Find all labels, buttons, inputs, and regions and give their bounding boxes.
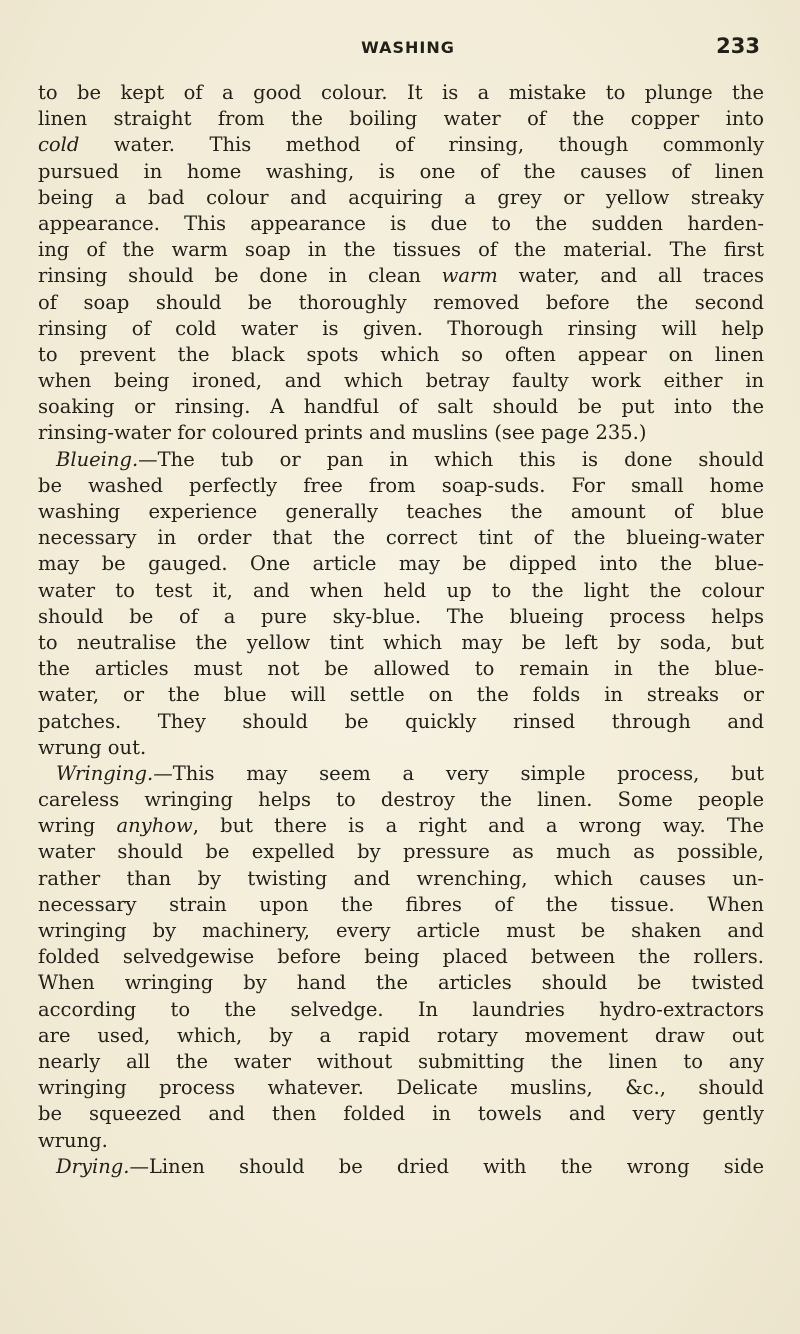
running-title: WASHING — [361, 38, 455, 57]
text-line — [38, 944, 764, 970]
text-line — [38, 499, 764, 525]
page-number: 233 — [716, 34, 760, 58]
text-segment: patches. They should be quickly rinsed through and — [38, 709, 764, 733]
text-line — [38, 394, 764, 420]
text-line — [38, 866, 764, 892]
text-line — [38, 237, 764, 263]
text-segment: necessary strain upon the fibres of the tissue. When — [38, 892, 764, 916]
italic-text: Blueing. — [56, 447, 139, 471]
text-segment: water, or the blue will settle on the folds in streaks or — [38, 683, 764, 707]
text-line — [38, 839, 764, 865]
text-segment: rinsing of cold water is given. Thorough rinsing will help — [38, 316, 764, 340]
text-line — [38, 892, 764, 918]
italic-text: Wringing. — [56, 761, 154, 785]
text-segment: rinsing should be done in clean — [38, 264, 442, 288]
text-line — [38, 80, 764, 106]
text-segment: water. This method of rinsing, though commonly — [79, 133, 764, 157]
text-line — [38, 290, 764, 316]
text-segment: of soap should be thoroughly removed before the second — [38, 290, 764, 314]
text-line — [38, 787, 764, 813]
text-line — [38, 761, 764, 787]
text-line — [38, 1154, 764, 1180]
text-line — [38, 735, 764, 761]
text-segment: When wringing by hand the articles should be twisted — [38, 971, 764, 995]
text-line — [38, 342, 764, 368]
text-line — [38, 656, 764, 682]
text-segment: water, and all traces — [497, 264, 765, 288]
text-line — [38, 473, 764, 499]
text-line — [38, 447, 764, 473]
text-line — [38, 185, 764, 211]
text-line — [38, 132, 764, 158]
text-segment: to neutralise the yellow tint which may be left by soda, but — [38, 630, 764, 654]
text-segment: nearly all the water without submitting the linen to any — [38, 1049, 764, 1073]
text-line — [38, 709, 764, 735]
text-segment: according to the selvedge. In laundries hydro-extractors — [38, 997, 764, 1021]
text-segment: ing of the warm soap in the tissues of the material. The first — [38, 238, 764, 262]
text-line — [38, 604, 764, 630]
text-line — [38, 1023, 764, 1049]
text-segment: appearance. This appearance is due to the sudden harden- — [38, 211, 764, 235]
text-line — [38, 316, 764, 342]
text-line — [38, 551, 764, 577]
text-line — [38, 970, 764, 996]
text-segment: soaking or rinsing. A handful of salt should be put into the — [38, 395, 764, 419]
text-segment: washing experience generally teaches the amount of blue — [38, 500, 764, 523]
text-segment: pursued in home washing, is one of the causes of linen — [38, 159, 764, 183]
text-segment: should be of a pure sky-blue. The blueing process helps — [38, 604, 764, 628]
running-head — [36, 34, 780, 64]
text-line — [38, 578, 764, 604]
text-line — [38, 368, 764, 394]
italic-text: warm — [441, 264, 498, 288]
text-line — [38, 1101, 764, 1127]
text-segment: linen straight from the boiling water of the copper into — [38, 107, 764, 131]
text-line — [38, 1075, 764, 1101]
text-segment: be washed perfectly free from soap-suds. For small home — [38, 473, 764, 497]
text-line — [38, 420, 764, 446]
text-segment: the articles must not be allowed to remain in the blue- — [38, 657, 764, 681]
text-segment: folded selvedgewise before being placed between the rollers. — [38, 945, 764, 969]
text-segment: being a bad colour and acquiring a grey or yellow streaky — [38, 185, 764, 209]
body-text — [38, 80, 764, 1180]
text-segment: rinsing-water for coloured prints and muslins (see page 235.) — [38, 421, 647, 445]
text-segment: careless wringing helps to destroy the linen. Some people — [38, 788, 764, 812]
text-line — [38, 630, 764, 656]
text-segment: water should be expelled by pressure as much as possible, — [38, 840, 764, 864]
text-segment: —Linen should be dried with the wrong side — [129, 1154, 764, 1178]
italic-text: anyhow — [116, 814, 193, 838]
text-line — [38, 211, 764, 237]
text-line — [38, 106, 764, 132]
text-segment: are used, which, by a rapid rotary movement draw out — [38, 1023, 764, 1047]
text-segment: —This may seem a very simple process, but — [153, 761, 764, 785]
text-line — [38, 813, 764, 839]
text-segment: —The tub or pan in which this is done should — [138, 447, 764, 471]
text-line — [38, 263, 764, 289]
text-line — [38, 525, 764, 551]
text-segment: to prevent the black spots which so often appear on linen — [38, 342, 764, 366]
text-line — [38, 918, 764, 944]
text-segment: wring — [38, 814, 117, 838]
italic-text: Drying. — [56, 1154, 130, 1178]
text-line — [38, 159, 764, 185]
text-line — [38, 1128, 764, 1154]
text-segment: wrung out. — [38, 735, 147, 759]
text-segment: wringing process whatever. Delicate muslins, &c., should — [38, 1076, 764, 1100]
text-line — [38, 682, 764, 708]
text-segment: necessary in order that the correct tint of the blueing-water — [38, 526, 764, 550]
text-segment: rather than by twisting and wrenching, which causes un- — [38, 866, 764, 890]
text-line — [38, 997, 764, 1023]
text-segment: wrung. — [38, 1128, 108, 1152]
italic-text: cold — [38, 133, 80, 157]
text-segment: wringing by machinery, every article must be shaken and — [38, 919, 764, 942]
text-segment: , but there is a right and a wrong way. The — [192, 814, 764, 838]
text-segment: may be gauged. One article may be dipped into the blue- — [38, 552, 764, 576]
text-segment: when being ironed, and which betray faulty work either in — [38, 369, 764, 393]
text-segment: to be kept of a good colour. It is a mistake to plunge the — [38, 81, 764, 104]
text-segment: water to test it, and when held up to the light the colour — [38, 578, 764, 602]
text-line — [38, 1049, 764, 1075]
text-segment: be squeezed and then folded in towels and very gently — [38, 1102, 764, 1126]
